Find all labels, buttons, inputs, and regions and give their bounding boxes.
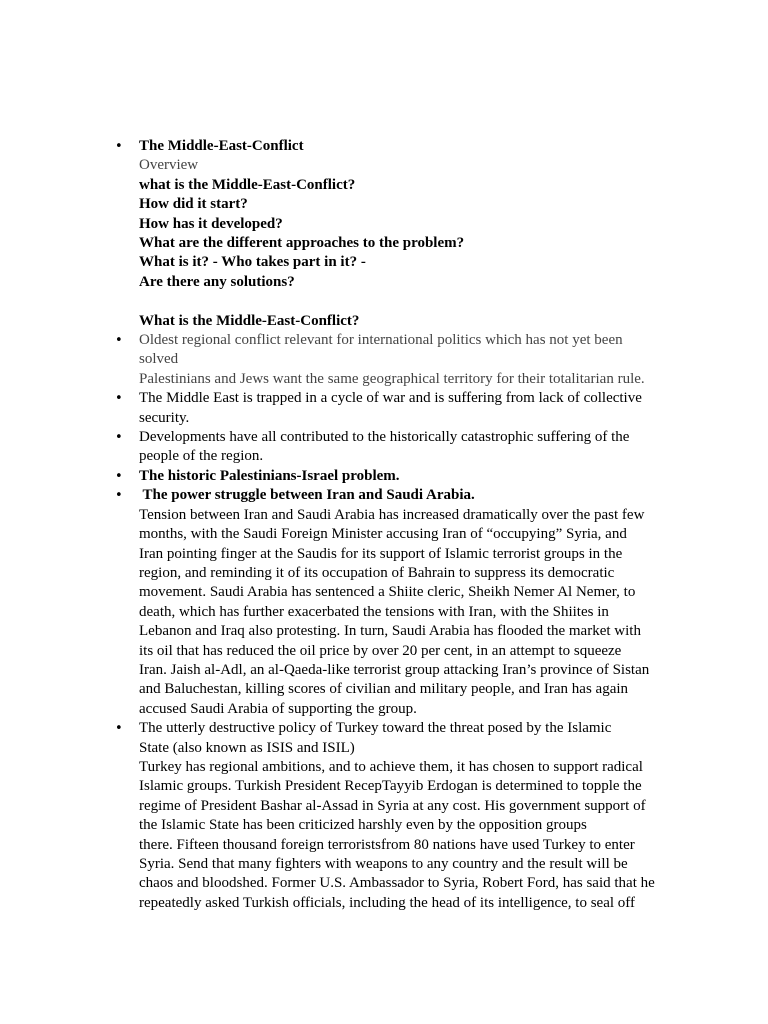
text-line: region, and reminding it of its occupation of Bahrain to suppress its democratic (139, 564, 615, 581)
list-item-palestinians-israel (115, 467, 675, 486)
toc-question: what is the Middle-East-Conflict? (139, 176, 356, 193)
bullet-icon: • (115, 139, 123, 154)
bullet-icon: • (115, 488, 123, 504)
text-line: solved (139, 351, 179, 368)
list-item-turkey (115, 719, 675, 913)
text-line: death, which has further exacerbated the tensions with Iran, with the Shiites in (139, 603, 609, 620)
text-line: the Islamic State has been criticized harshly even by the opposition groups (139, 817, 587, 834)
text-line: Tension between Iran and Saudi Arabia has increased dramatically over the past few (139, 506, 645, 523)
text-line: months, with the Saudi Foreign Minister accusing Iran of “occupying” Syria, and (139, 526, 627, 543)
toc-list-item (115, 137, 675, 331)
toc-question: How has it developed? (139, 215, 283, 232)
toc-question: Are there any solutions? (139, 273, 295, 290)
toc-question: What are the different approaches to the problem? (139, 235, 465, 252)
item-heading: The historic Palestinians-Israel problem. (139, 467, 400, 484)
document-body (115, 137, 675, 913)
text-line: Syria. Send that many fighters with weapons to any country and the result will be (139, 856, 628, 873)
text-line: regime of President Bashar al-Assad in Syria at any cost. His government support of (139, 797, 646, 814)
list-item-cycle-of-war (115, 389, 675, 428)
list-item-developments (115, 428, 675, 467)
text-line: Palestinians and Jews want the same geographical territory for their totalitarian rule. (139, 370, 645, 387)
text-line: The Middle East is trapped in a cycle of war and is suffering from lack of collective (139, 390, 642, 407)
toc-question: How did it start? (139, 196, 248, 213)
blank-line (139, 292, 675, 311)
toc-question: What is it? - Who takes part in it? - (139, 254, 366, 271)
document-title: The Middle-East-Conflict (139, 138, 304, 154)
bullet-icon: • (115, 333, 123, 349)
text-line: Iran. Jaish al-Adl, an al-Qaeda-like terrorist group attacking Iran’s province of Sistan (139, 661, 650, 678)
text-line: Turkey has regional ambitions, and to achieve them, it has chosen to support radical (139, 758, 643, 775)
text-line: security. (139, 409, 190, 426)
bullet-icon: • (115, 430, 123, 446)
text-line: Lebanon and Iraq also protesting. In turn, Saudi Arabia has flooded the market with (139, 623, 641, 640)
bullet-icon: • (115, 468, 123, 484)
text-line: its oil that has reduced the oil price by over 20 per cent, in an attempt to squeeze (139, 642, 622, 659)
text-line: The utterly destructive policy of Turkey toward the threat posed by the Islamic (139, 720, 612, 737)
text-line: State (also known as ISIS and ISIL) (139, 739, 355, 756)
text-line: Oldest regional conflict relevant for international politics which has not yet been (139, 332, 623, 349)
text-line: there. Fifteen thousand foreign terroristsfrom 80 nations have used Turkey to enter (139, 836, 635, 853)
text-line: Iran pointing finger at the Saudis for its support of Islamic terrorist groups in the (139, 545, 623, 562)
text-line: accused Saudi Arabia of supporting the group. (139, 700, 417, 717)
text-line: and Baluchestan, killing scores of civilian and military people, and Iran has again (139, 681, 629, 698)
section-heading: What is the Middle-East-Conflict? (139, 312, 360, 329)
overview-label: Overview (139, 157, 199, 174)
text-line: people of the region. (139, 448, 264, 465)
item-heading: The power struggle between Iran and Saudi Arabia. (139, 487, 475, 504)
bullet-icon: • (115, 391, 123, 407)
list-item-oldest-conflict (115, 331, 675, 389)
list-item-iran-saudi (115, 486, 675, 719)
text-line: Islamic groups. Turkish President RecepTayyib Erdogan is determined to topple the (139, 778, 642, 795)
bullet-icon: • (115, 721, 123, 737)
text-line: repeatedly asked Turkish officials, including the head of its intelligence, to seal off (139, 894, 635, 911)
text-line: chaos and bloodshed. Former U.S. Ambassador to Syria, Robert Ford, has said that he (139, 875, 655, 892)
text-line: Developments have all contributed to the historically catastrophic suffering of the (139, 429, 630, 446)
text-line: movement. Saudi Arabia has sentenced a Shiite cleric, Sheikh Nemer Al Nemer, to (139, 584, 636, 601)
